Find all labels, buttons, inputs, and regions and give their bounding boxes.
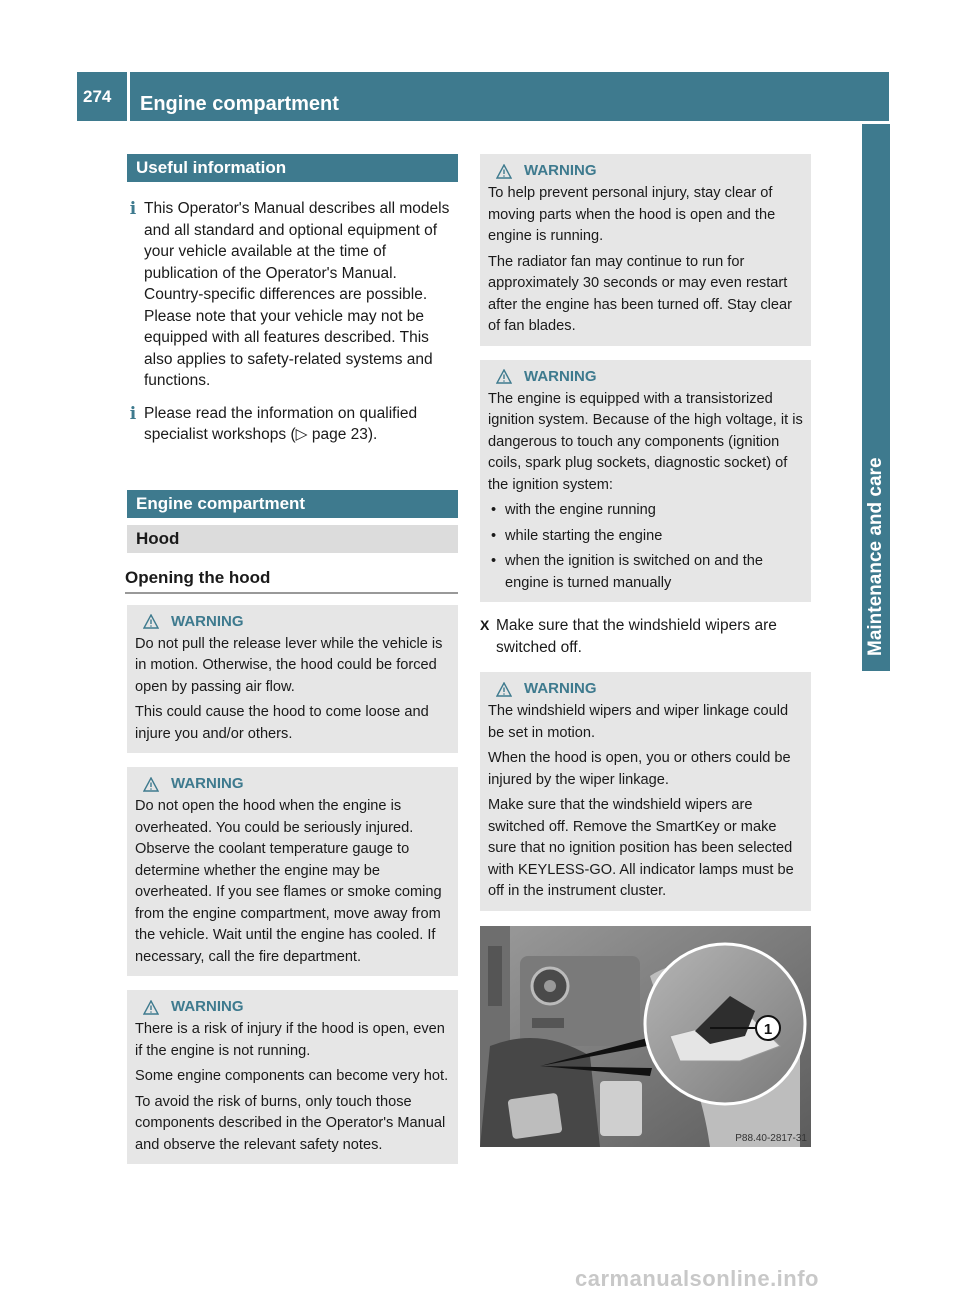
warning-label: WARNING	[171, 612, 244, 630]
warning-box	[127, 990, 458, 1164]
watermark: carmanualsonline.info	[575, 1266, 819, 1291]
left-column	[127, 154, 458, 1164]
subheading-opening-hood: Opening the hood	[125, 567, 458, 594]
warning-text: Do not pull the release lever while the vehicle is in motion. Otherwise, the hood could be forced open by passing air flow.	[135, 635, 443, 695]
warning-header	[488, 366, 803, 388]
page-number: 274	[83, 87, 112, 106]
warning-text: The windshield wipers and wiper linkage could be set in motion.	[488, 703, 789, 741]
warning-box	[127, 605, 458, 754]
instruction-step	[480, 615, 811, 658]
hood-release-illustration	[480, 926, 811, 1147]
warning-text: Some engine components can become very hot.	[135, 1068, 449, 1084]
hood-release-figure	[480, 926, 811, 1147]
warning-header	[488, 678, 803, 700]
step-arrow-icon: X	[480, 617, 490, 633]
warning-box	[127, 767, 458, 976]
warning-text: The engine is equipped with a transistorized ignition system. Because of the high voltage, it is dangerous to touch any components (ignition coils, spark plug sockets, diagnostic socket) of the ignition system:	[488, 390, 803, 493]
warning-box	[480, 672, 811, 911]
chapter-tab-label: Maintenance and care	[865, 457, 886, 656]
warning-label: WARNING	[524, 162, 597, 180]
warning-label: WARNING	[171, 775, 244, 793]
subsection-title-hood: Hood	[127, 525, 458, 553]
warning-text: Make sure that the windshield wipers are switched off. Remove the SmartKey or make sure that no ignition position has been selected with KEYLESS-GO. All indicator lamps must be off in the instrument cluster.	[488, 797, 794, 899]
page-title: Engine compartment	[140, 93, 339, 115]
warning-text: When the hood is open, you or others could be injured by the wiper linkage.	[488, 750, 791, 788]
warning-text: To help prevent personal injury, stay clear of moving parts when the hood is open and the engine is running.	[488, 185, 776, 244]
info-note-text: This Operator's Manual describes all models and all standard and optional equipment of your vehicle available at the time of publication of the Operator's Manual. Country-specific differences are possible. Please note that your vehicle may not be equipped with all features described. This also applies to safety-related systems and functions.	[144, 200, 450, 389]
warning-triangle-icon	[496, 682, 512, 697]
warning-text: Do not open the hood when the engine is overheated. You could be seriously injured. Observe the coolant temperature gauge to determine whether the engine may be overheated. If you see flames or smoke coming from the engine compartment, move away from the vehicle. Wait until the engine has cooled. If necessary, call the fire department.	[135, 798, 442, 965]
info-icon: i	[129, 199, 137, 219]
warning-header	[135, 773, 450, 795]
warning-text: To avoid the risk of burns, only touch those components described in the Operator's Manual and observe the relevant safety notes.	[135, 1093, 446, 1153]
warning-triangle-icon	[496, 164, 512, 179]
warning-bullet: • when the ignition is switched on and the engine is turned manually	[491, 553, 763, 591]
warning-bullet: • with the engine running	[491, 502, 656, 518]
warning-text: This could cause the hood to come loose and injure you and/or others.	[135, 704, 429, 742]
warning-text: There is a risk of injury if the hood is open, even if the engine is not running.	[135, 1021, 445, 1059]
warning-box	[480, 154, 811, 346]
warning-header	[488, 160, 803, 182]
section-title-useful-information: Useful information	[127, 154, 458, 182]
warning-text: The radiator fan may continue to run for approximately 30 seconds or may even restart after the engine has been turned off. Stay clear of fan blades.	[488, 253, 792, 334]
info-note	[127, 198, 458, 392]
warning-bullet: • while starting the engine	[491, 527, 663, 544]
warning-triangle-icon	[496, 369, 512, 384]
warning-box	[480, 360, 811, 603]
instruction-step-text: Make sure that the windshield wipers are switched off.	[496, 617, 777, 656]
warning-triangle-icon	[143, 1000, 159, 1015]
warning-label: WARNING	[171, 998, 244, 1016]
info-note-text: Please read the information on qualified specialist workshops (▷ page 23).	[144, 404, 418, 443]
warning-label: WARNING	[524, 680, 597, 698]
header-divider	[127, 72, 130, 121]
warning-label: WARNING	[524, 367, 597, 385]
info-icon: i	[129, 403, 137, 424]
warning-triangle-icon	[143, 777, 159, 792]
callout-number: 1	[763, 1020, 773, 1038]
warning-triangle-icon	[143, 614, 159, 629]
warning-header	[135, 996, 450, 1018]
warning-header	[135, 611, 450, 633]
figure-code: P88.40-2817-31	[735, 1132, 807, 1144]
section-title-engine-compartment: Engine compartment	[127, 490, 458, 518]
info-note	[127, 403, 458, 446]
right-column	[480, 154, 811, 1147]
